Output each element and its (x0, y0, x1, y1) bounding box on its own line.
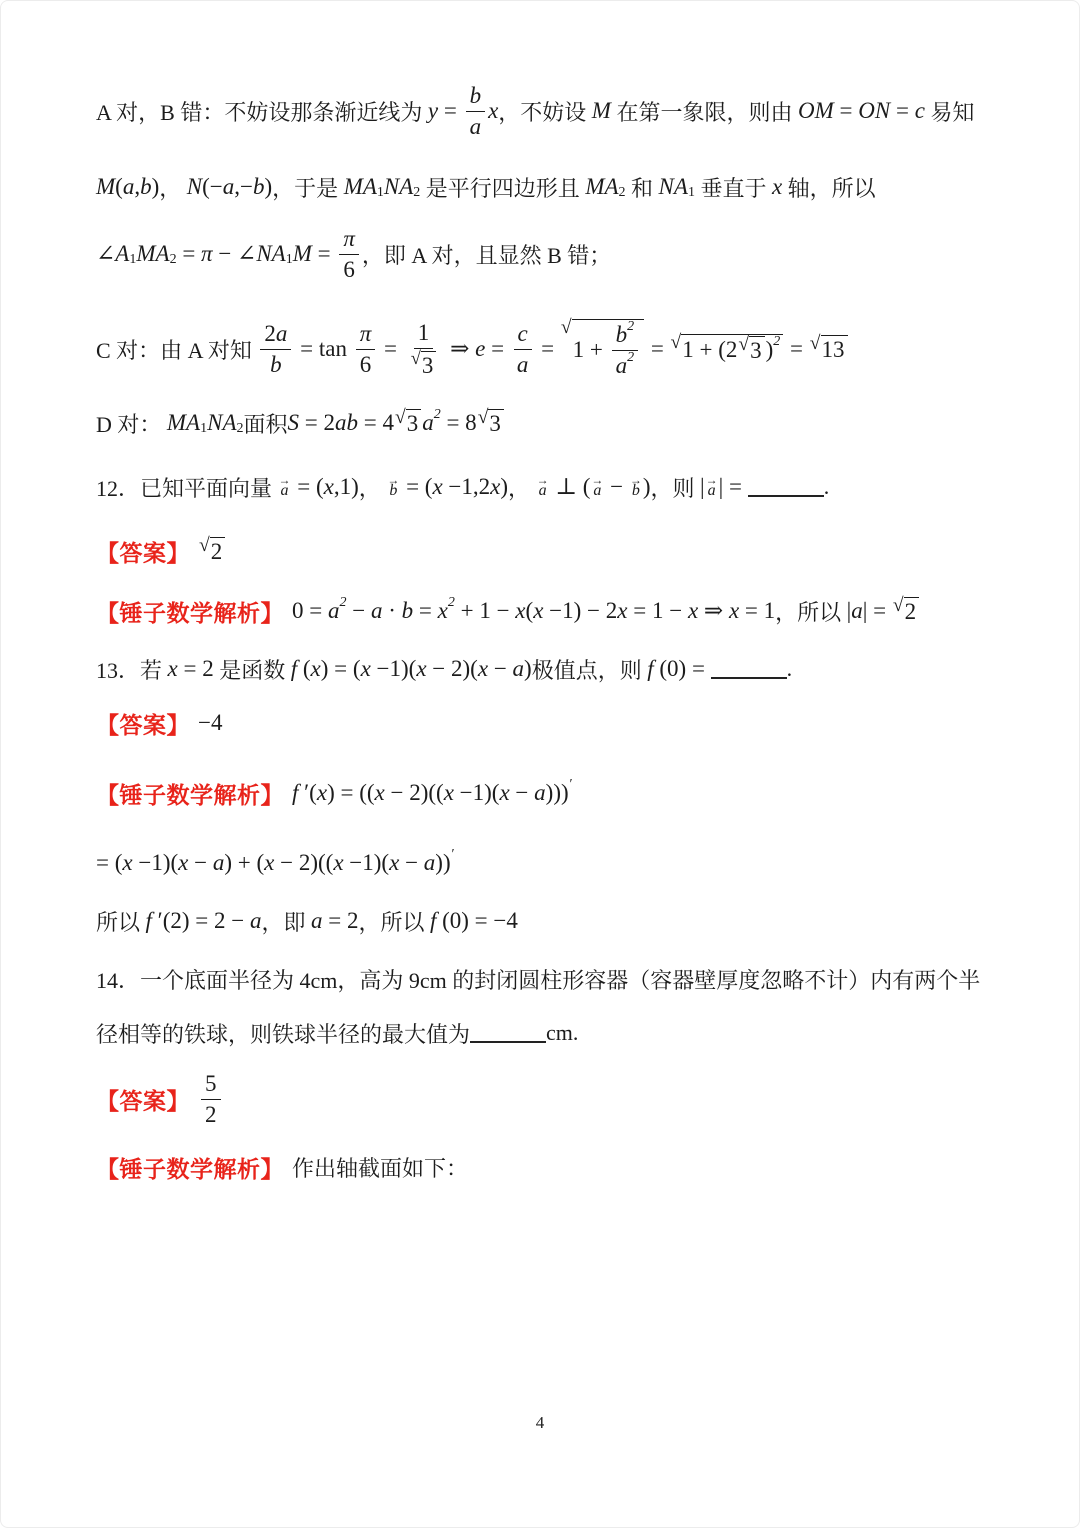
superscript: 2 (627, 350, 635, 366)
cn-text: ， (159, 175, 187, 201)
fraction-numerator (356, 320, 376, 350)
vector-arrow-icon: → (705, 472, 718, 487)
page-number: 4 (535, 1413, 545, 1432)
math-text: | (700, 474, 705, 499)
analysis-label: 【锤子数学解析】 (96, 599, 284, 626)
math-text: b (469, 82, 482, 108)
solution-content (1, 1, 1079, 1193)
fraction-denominator (201, 1100, 221, 1128)
math-text: ⊥ ( (549, 474, 591, 499)
math-text: = (x −1)(x − a) + (x − 2)((x −1)(x − a)) (96, 850, 451, 875)
math-text: S = 2ab = 4 (287, 410, 394, 435)
math-text: 3 (489, 411, 501, 436)
cn-text: C 对：由 A 对知 (96, 337, 258, 363)
math-text: 2 (210, 539, 223, 564)
math-text: 0 = a (292, 598, 340, 623)
answer-label: 【答案】 (96, 539, 190, 566)
subscript: 2 (413, 184, 421, 200)
subscript: 2 (236, 420, 244, 436)
blank-underline (711, 677, 787, 679)
vector-arrow-icon: → (536, 472, 549, 487)
radicand (749, 336, 765, 364)
analysis-13 (96, 761, 987, 825)
radicand (210, 537, 226, 565)
cn-text: 面积 (243, 411, 288, 437)
vector (536, 472, 549, 500)
blank-underline (748, 495, 824, 497)
math-text: c (517, 320, 528, 346)
vector-letter: a (280, 482, 289, 500)
cn-text: ， (358, 475, 387, 501)
answer-13 (96, 699, 987, 747)
fraction (513, 320, 533, 379)
math-text: N(−a,−b) (186, 174, 273, 199)
math-text: x (488, 98, 499, 123)
cn-text: 轴，所以 (782, 175, 876, 201)
math-text: x = 2 (167, 656, 214, 681)
analysis-13-line-2 (96, 831, 987, 895)
analysis-label: 【锤子数学解析】 (96, 781, 284, 808)
fraction-denominator (466, 112, 486, 140)
cn-text: . (823, 474, 830, 499)
math-text: f (x) = (x −1)(x − 2)(x − a) (290, 656, 532, 681)
answer-label: 【答案】 (96, 1087, 190, 1114)
radical (410, 348, 437, 379)
math-text: x (771, 174, 783, 199)
math-text: b (615, 321, 628, 347)
math-text: = (378, 336, 403, 361)
math-text: ) (642, 474, 651, 499)
superscript: 2 (447, 595, 455, 611)
answer-14 (96, 1061, 987, 1137)
fraction-numerator (339, 225, 359, 255)
cn-text: 13．若 (96, 657, 168, 683)
superscript: ′ (450, 847, 454, 863)
cn-text: 是平行四边形且 (420, 175, 586, 201)
math-text: = (535, 336, 560, 361)
math-text: 2 (904, 599, 917, 624)
cn-text: 所以 (96, 909, 146, 935)
fraction-denominator (612, 351, 639, 379)
radical-sign: √ (892, 595, 904, 616)
math-text: a (469, 114, 482, 139)
cn-text: A 对，B 错：不妨设那条渐近线为 (96, 99, 428, 125)
math-text: − (604, 474, 629, 499)
solution-line-c (96, 304, 987, 394)
fraction (466, 82, 486, 141)
vector (705, 472, 718, 500)
math-text: = (784, 336, 809, 361)
math-text: ) (765, 337, 774, 362)
fraction (201, 1070, 221, 1129)
radicand (488, 409, 504, 437)
math-text: b (270, 352, 282, 377)
math-text: = (294, 336, 319, 361)
subscript: 1 (376, 184, 384, 200)
radicand (821, 335, 848, 363)
math-text: π (343, 225, 355, 251)
solution-line-ab-2 (96, 159, 987, 215)
math-text: + 1 − x(x −1) − 2x = 1 − x ⇒ x = 1 (454, 598, 776, 623)
math-text: f (0) = −4 (429, 908, 518, 933)
math-text: f (0) = (647, 656, 711, 681)
math-text: − a · b = x (346, 598, 448, 623)
math-text: M (591, 98, 611, 123)
vector (278, 472, 291, 500)
answer-label: 【答案】 (96, 711, 190, 738)
cn-text: D 对： (96, 411, 167, 437)
math-text: MA (136, 241, 170, 266)
math-text: = (x −1,2x) (400, 474, 509, 499)
radical-sign: √ (394, 407, 406, 428)
cn-text: 径相等的铁球，则铁球半径的最大值为 (96, 1021, 471, 1047)
vector (387, 472, 400, 500)
radicand (681, 334, 783, 364)
radical-sign: √ (199, 535, 210, 556)
fraction-numerator (466, 82, 486, 112)
superscript: ′ (568, 777, 572, 793)
cn-text: ，即 (261, 909, 311, 935)
analysis-label: 【锤子数学解析】 (96, 1155, 284, 1182)
math-text: 3 (750, 338, 762, 363)
radical (810, 335, 848, 363)
math-text: f ′(2) = 2 − a (145, 908, 262, 933)
math-text: MA (343, 174, 377, 199)
cn-text: ，则 (650, 475, 701, 501)
math-text: 6 (343, 257, 355, 282)
math-text: 3 (421, 353, 434, 378)
radical-sign: √ (738, 334, 750, 355)
math-text: −4 (198, 710, 223, 735)
fraction (612, 321, 639, 380)
fraction (260, 320, 291, 379)
fraction (406, 319, 442, 380)
fraction-numerator (612, 321, 639, 351)
radical (893, 597, 919, 625)
math-text: 1 (417, 319, 430, 345)
fraction (356, 320, 376, 379)
cn-text: 和 (625, 175, 659, 201)
superscript: 2 (339, 595, 347, 611)
subscript: 1 (200, 420, 208, 436)
fraction (339, 225, 359, 284)
subscript: 1 (285, 251, 293, 267)
math-text: |a| = (846, 598, 892, 623)
cn-text: 垂直于 (694, 175, 772, 201)
vector-letter: a (707, 482, 716, 500)
radicand (421, 351, 437, 379)
math-text: = 8 (440, 410, 477, 435)
cn-text: 是函数 (213, 657, 291, 683)
math-text: NA (207, 410, 237, 435)
math-text: = π − ∠NA (176, 241, 286, 266)
math-text: 1 + (572, 337, 609, 362)
vector-arrow-icon: → (278, 472, 291, 487)
subscript: 1 (687, 184, 695, 200)
cn-text: 作出轴截面如下： (292, 1155, 469, 1181)
cn-text: . (786, 656, 793, 681)
math-text: = (645, 336, 670, 361)
math-text: 3 (406, 411, 419, 436)
vector-arrow-icon: → (629, 472, 642, 487)
vector (591, 472, 604, 500)
math-text: a (615, 353, 628, 378)
radical-sign: √ (410, 348, 421, 369)
math-text: MA (585, 174, 619, 199)
cn-text: ，即 A 对，且显然 B 错； (361, 242, 612, 268)
cn-text: ，于是 (272, 175, 344, 201)
solution-line-ab-1 (96, 73, 987, 149)
radical-sign: √ (477, 407, 489, 428)
question-14-line-1 (96, 953, 987, 1005)
question-14-line-2 (96, 1007, 987, 1059)
radical-sign: √ (560, 316, 572, 338)
vector-letter: b (389, 482, 398, 500)
math-text: 1 + (2 (682, 337, 738, 362)
math-roman-text: tan (318, 336, 353, 361)
fraction-numerator (514, 320, 532, 350)
math-text: M = (292, 241, 337, 266)
cn-text: ， (508, 475, 536, 501)
fraction-denominator (406, 349, 442, 379)
radicand (572, 319, 644, 380)
fraction-denominator (356, 350, 376, 378)
math-text: NA (658, 174, 688, 199)
math-text: 13 (821, 337, 845, 362)
radical (671, 334, 784, 364)
solution-line-ab-3 (96, 216, 987, 292)
math-text: = (x,1) (291, 474, 359, 499)
subscript: 1 (129, 251, 137, 267)
math-text: | = (718, 474, 748, 499)
cn-text: 极值点，则 (531, 657, 648, 683)
math-text: NA (383, 174, 414, 199)
math-text: MA (166, 410, 201, 435)
vector-arrow-icon: → (387, 472, 400, 487)
math-text: 6 (359, 352, 372, 377)
math-text: a (516, 352, 529, 377)
fraction-numerator (201, 1070, 221, 1100)
vector-arrow-icon: → (591, 472, 604, 487)
superscript: 2 (433, 407, 441, 423)
vector-letter: a (593, 482, 602, 500)
subscript: 2 (618, 184, 626, 200)
math-text: ⇒ e = (444, 336, 510, 361)
analysis-14 (96, 1141, 987, 1193)
cn-text: ，不妨设 (498, 99, 592, 125)
fraction-numerator (260, 320, 291, 350)
radical (478, 409, 504, 437)
cn-text: 12．已知平面向量 (96, 475, 278, 501)
math-text: a = 2 (310, 908, 359, 933)
math-text: a (422, 410, 434, 435)
cn-text: ，所以 (358, 909, 430, 935)
fraction-denominator (513, 350, 533, 378)
cn-text: 易知 (924, 99, 975, 125)
question-12 (96, 459, 987, 515)
vector (629, 472, 642, 500)
blank-underline (470, 1041, 546, 1043)
radical (738, 336, 764, 364)
fraction-numerator (414, 319, 434, 349)
fraction-denominator (266, 350, 286, 378)
radicand (406, 409, 422, 437)
math-text: π (359, 320, 372, 346)
radicand (904, 597, 920, 625)
math-text: ∠A (96, 241, 130, 266)
cn-text: 14．一个底面半径为 4cm，高为 9cm 的封闭圆柱形容器（容器壁厚度忽略不计）内有两个半 (96, 967, 981, 993)
cn-text: 在第一象限，则由 (610, 99, 798, 125)
radical-sign: √ (670, 332, 682, 353)
radical (395, 409, 421, 437)
cn-text: ，所以 (775, 599, 847, 625)
fraction-denominator (339, 255, 359, 283)
solution-line-d (96, 395, 987, 451)
math-text: f ′(x) = ((x − 2)((x −1)(x − a))) (292, 780, 569, 805)
analysis-13-line-3 (96, 895, 987, 947)
radical (199, 537, 225, 565)
math-text: 2 (205, 1102, 217, 1127)
cn-text: cm. (546, 1020, 579, 1045)
vector-letter: a (538, 482, 547, 500)
superscript: 2 (773, 334, 781, 350)
superscript: 2 (627, 319, 635, 335)
analysis-12 (96, 583, 987, 639)
vector-letter: b (631, 482, 640, 500)
question-13 (96, 641, 987, 697)
math-text: OM = ON = c (797, 98, 925, 123)
math-text: 2a (264, 320, 288, 346)
radical-sign: √ (809, 333, 821, 354)
math-text: M(a,b) (96, 174, 160, 199)
radical (560, 316, 644, 380)
subscript: 2 (169, 251, 177, 267)
math-text: 5 (205, 1070, 217, 1096)
math-text: y = (427, 98, 463, 123)
answer-12 (96, 523, 987, 579)
